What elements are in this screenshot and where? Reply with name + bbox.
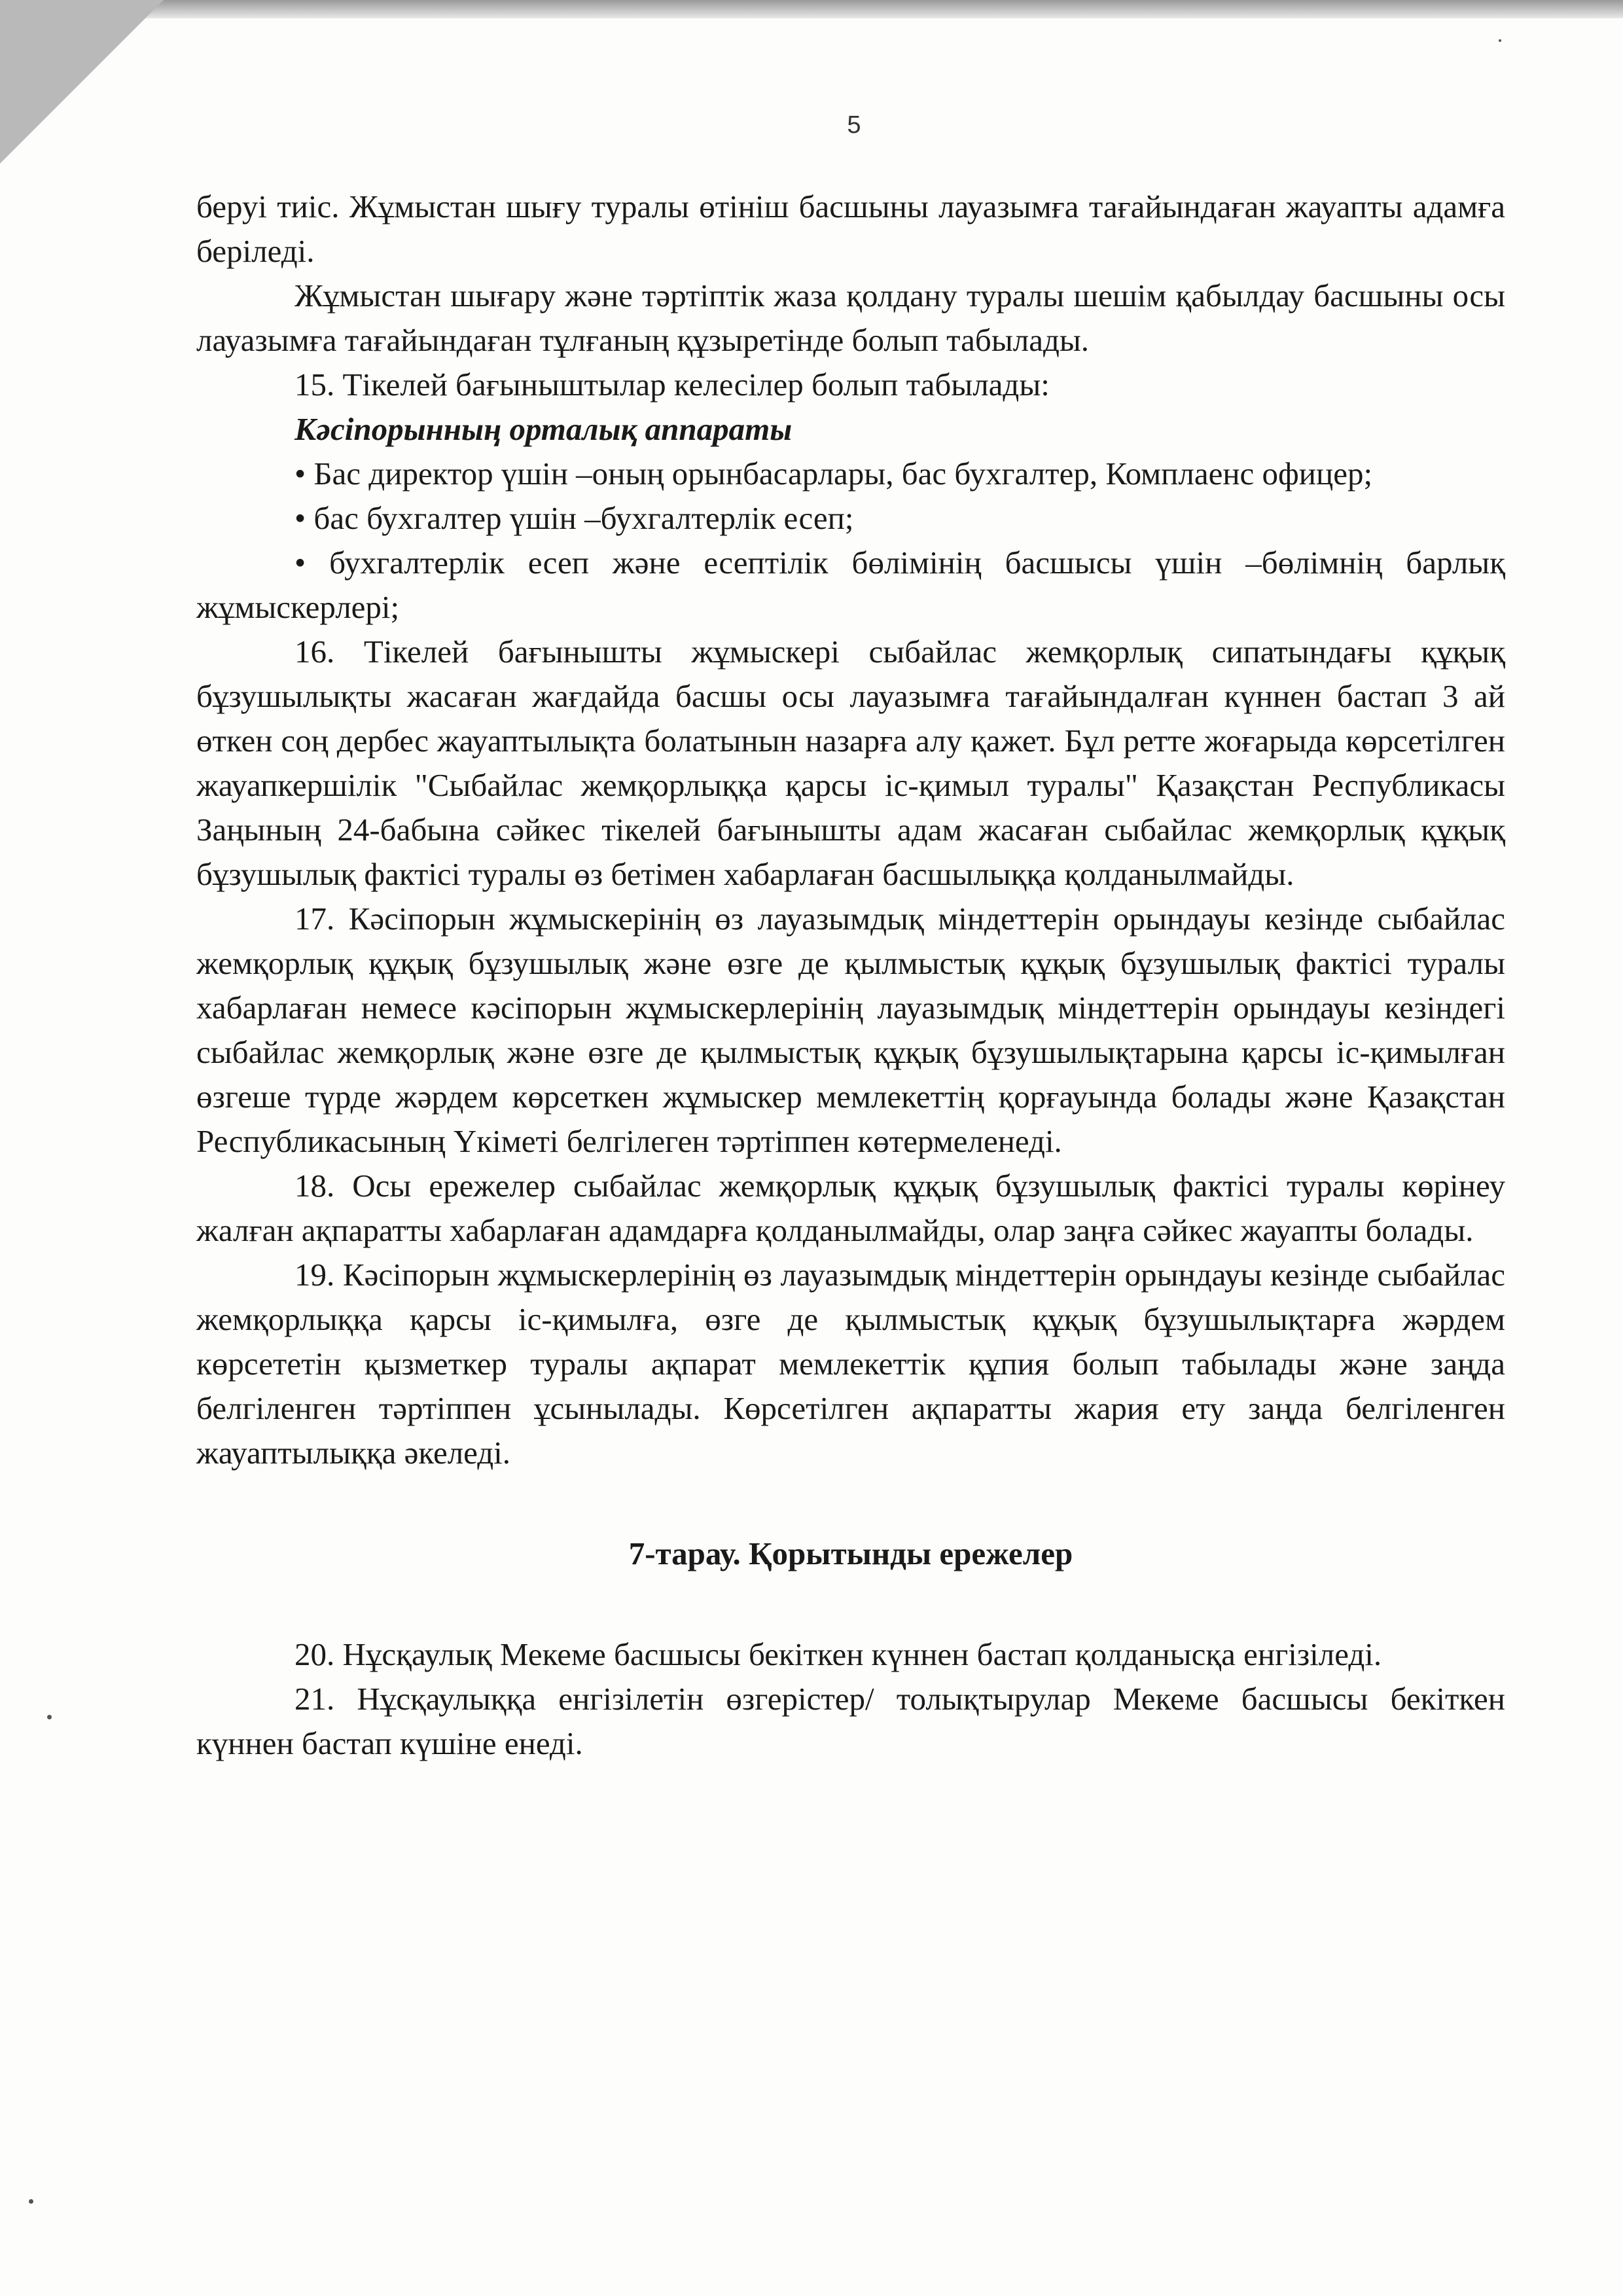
paragraph: 16. Тікелей бағынышты жұмыскері сыбайлас жемқорлық сипатындағы құқық бұзушылықты жасаған жағдайда басшы осы лауазымға тағайындалған күннен бастап 3 ай өткен соң дербес жауаптылықта болатынын назарға алу қажет. Бұл ретте жоғарыда көрсетілген жауапкершілік "Сыбайлас жемқорлыққа қарсы іс-қимыл туралы" Қазақстан Республикасы Заңының 24-бабына сәйкес тікелей бағынышты адам жасаған сыбайлас жемқорлық құқық бұзушылық фактісі туралы өз бетімен хабарлаған басшылыққа қолданылмайды. bbox=[196, 634, 1505, 892]
paragraph: 18. Осы ережелер сыбайлас жемқорлық құқық бұзушылық фактісі туралы көрінеу жалған ақпаратты хабарлаған адамдарға қолданылмайды, олар заңға сәйкес жауапты болады. bbox=[196, 1168, 1505, 1248]
scan-speck bbox=[29, 2199, 33, 2204]
bullet-item: • бухгалтерлік есеп және есептілік бөлімінің басшысы үшін –бөлімнің барлық жұмыскерлері; bbox=[196, 545, 1505, 625]
scan-edge bbox=[0, 0, 1623, 18]
paragraph: 15. Тікелей бағыныштылар келесілер болып табылады: bbox=[294, 367, 1050, 403]
scan-speck bbox=[47, 1715, 52, 1719]
paragraph: беруі тиіс. Жұмыстан шығу туралы өтініш басшыны лауазымға тағайындаған жауапты адамға беріледі. bbox=[196, 188, 1505, 269]
document-body bbox=[196, 185, 1505, 1766]
paragraph: 21. Нұсқаулыққа енгізілетін өзгерістер/ толықтырулар Мекеме басшысы бекіткен күннен бастап күшіне енеді. bbox=[196, 1681, 1505, 1761]
section-title: 7-тарау. Қорытынды ережелер bbox=[628, 1535, 1073, 1571]
paragraph: 20. Нұсқаулық Мекеме басшысы бекіткен күннен бастап қолданысқа енгізіледі. bbox=[294, 1636, 1382, 1672]
paragraph: Жұмыстан шығару және тәртіптік жаза қолдану туралы шешім қабылдау басшыны осы лауазымға тағайындаған тұлғаның құзыретінде болып табылады. bbox=[196, 278, 1505, 358]
bullet-item: • Бас директор үшін –оның орынбасарлары, бас бухгалтер, Комплаенс офицер; bbox=[294, 456, 1373, 492]
paragraph: 17. Кәсіпорын жұмыскерінің өз лауазымдық міндеттерін орындауы кезінде сыбайлас жемқорлық құқық бұзушылық және өзге де қылмыстық құқық бұзушылық фактісі туралы хабарлаған немесе кәсіпорын жұмыскерлерінің лауазымдық міндеттерін орындауы кезіндегі сыбайлас жемқорлық және өзге де қылмыстық құқық бұзушылықтарына қарсы іс-қимылған өзгеше түрде жәрдем көрсеткен жұмыскер мемлекеттің қорғауында болады және Қазақстан Республикасының Үкіметі белгілеген тәртіппен көтермеленеді. bbox=[196, 901, 1505, 1159]
scan-speck bbox=[1499, 39, 1501, 42]
paragraph: 19. Кәсіпорын жұмыскерлерінің өз лауазымдық міндеттерін орындауы кезінде сыбайлас жемқорлыққа қарсы іс-қимылға, өзге де қылмыстық құқық бұзушылықтарға жәрдем көрсететін қызметкер туралы ақпарат мемлекеттік құпия болып табылады және заңда белгіленген тәртіппен ұсынылады. Көрсетілген ақпаратты жария ету заңда белгіленген жауаптылыққа әкеледі. bbox=[196, 1257, 1505, 1471]
bullet-item: • бас бухгалтер үшін –бухгалтерлік есеп; bbox=[294, 500, 854, 536]
page-number: 5 bbox=[847, 111, 861, 139]
subheading: Кәсіпорынның орталық аппараты bbox=[294, 411, 793, 447]
